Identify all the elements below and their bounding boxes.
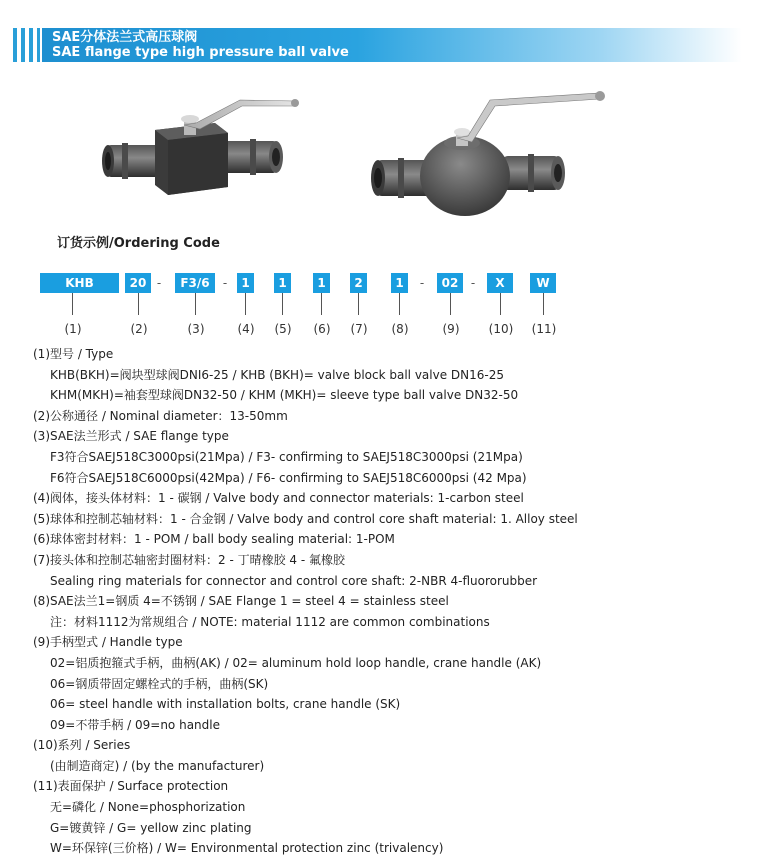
spec-heading: (7)接头体和控制芯轴密封圈材料：2 - 丁晴橡胶 4 - 氟橡胶 [33,552,346,567]
spec-list [33,344,748,859]
code-separator: - [222,276,228,290]
spec-heading: (10)系列 / Series [33,738,131,753]
spec-line: Sealing ring materials for connector and control core shaft: 2-NBR 4-fluororubber [50,573,538,588]
code-stem [245,293,246,315]
spec-line: 02=铝质抱箍式手柄，曲柄(AK) / 02= aluminum hold loop handle, crane handle (AK) [50,655,542,670]
valve-block-photo [100,95,300,215]
spec-line: 06= steel handle with installation bolts, crane handle (SK) [50,697,401,712]
code-stem [282,293,283,315]
code-box-body-material: 1 [237,273,254,293]
code-separator: - [470,276,476,290]
spec-heading: (3)SAE法兰形式 / SAE flange type [33,429,229,444]
spec-heading: (2)公称通径 / Nominal diameter：13-50mm [33,408,288,423]
spec-heading: (6)球体密封材料：1 - POM / ball body sealing material: 1-POM [33,532,395,547]
title-cn: SAE分体法兰式高压球阀 [52,30,198,45]
code-index: (9) [442,322,460,336]
code-stem [543,293,544,315]
code-box-flange: F3/6 [175,273,215,293]
ordering-title: 订货示例/Ordering Code [57,236,220,251]
spec-line: KHM(MKH)=袖套型球阀DN32-50 / KHM (MKH)= sleeve type ball valve DN32-50 [50,388,519,403]
code-index: (2) [130,322,148,336]
code-box-seal-material: 1 [313,273,330,293]
code-box-surface: W [530,273,556,293]
spec-line: W=环保锌(三价格) / W= Environmental protection zinc (trivalency) [50,841,444,856]
code-index: (7) [350,322,368,336]
code-separator: - [419,276,425,290]
spec-heading: (4)阀体，接头体材料：1 - 碳钢 / Valve body and connector materials: 1-carbon steel [33,491,524,506]
code-stem [358,293,359,315]
spec-line: G=镀黄锌 / G= yellow zinc plating [50,820,252,835]
code-separator: - [156,276,162,290]
header-stripes [13,28,41,62]
code-stem [399,293,400,315]
code-box-handle: 02 [437,273,463,293]
spec-line: 09=不带手柄 / 09=no handle [50,717,220,732]
code-index: (11) [531,322,557,336]
spec-line: F3符合SAEJ518C3000psi(21Mpa) / F3- confirming to SAEJ518C3000psi (21Mpa) [50,449,523,464]
code-index: (4) [237,322,255,336]
code-stem [195,293,196,315]
code-box-series: X [487,273,513,293]
header-title [52,30,349,60]
spec-line: 无=磷化 / None=phosphorization [50,800,246,815]
spec-heading: (11)表面保护 / Surface protection [33,779,229,794]
code-box-diameter: 20 [125,273,151,293]
code-index: (1) [64,322,82,336]
code-index: (5) [274,322,292,336]
code-stem [321,293,322,315]
spec-heading: (5)球体和控制芯轴材料：1 - 合金钢 / Valve body and control core shaft material: 1. Alloy steel [33,511,578,526]
spec-line: KHB(BKH)=阀块型球阀DNI6-25 / KHB (BKH)= valve block ball valve DN16-25 [50,367,504,382]
code-box-sae-flange: 1 [391,273,408,293]
code-stem [138,293,139,315]
spec-line: 注：材料1112为常规组合 / NOTE: material 1112 are common combinations [50,614,490,629]
code-index: (10) [488,322,514,336]
spec-heading: (8)SAE法兰1=钢质 4=不锈钢 / SAE Flange 1 = steel 4 = stainless steel [33,594,449,609]
code-stem [72,293,73,315]
spec-heading: (1)型号 / Type [33,347,114,361]
code-box-shaft-material: 1 [274,273,291,293]
spec-line: (由制造商定) / (by the manufacturer) [50,758,265,773]
title-en: SAE flange type high pressure ball valve [52,45,349,60]
spec-line: F6符合SAEJ518C6000psi(42Mpa) / F6- confirming to SAEJ518C6000psi (42 Mpa) [50,470,527,485]
valve-sleeve-photo [362,88,612,223]
spec-heading: (9)手柄型式 / Handle type [33,635,183,650]
code-index: (3) [187,322,205,336]
code-index: (6) [313,322,331,336]
code-box-type: KHB [40,273,119,293]
code-stem [500,293,501,315]
spec-line: 06=钢质带固定螺栓式的手柄，曲柄(SK) [50,676,269,691]
code-stem [450,293,451,315]
code-index: (8) [391,322,409,336]
code-box-ring-material: 2 [350,273,367,293]
